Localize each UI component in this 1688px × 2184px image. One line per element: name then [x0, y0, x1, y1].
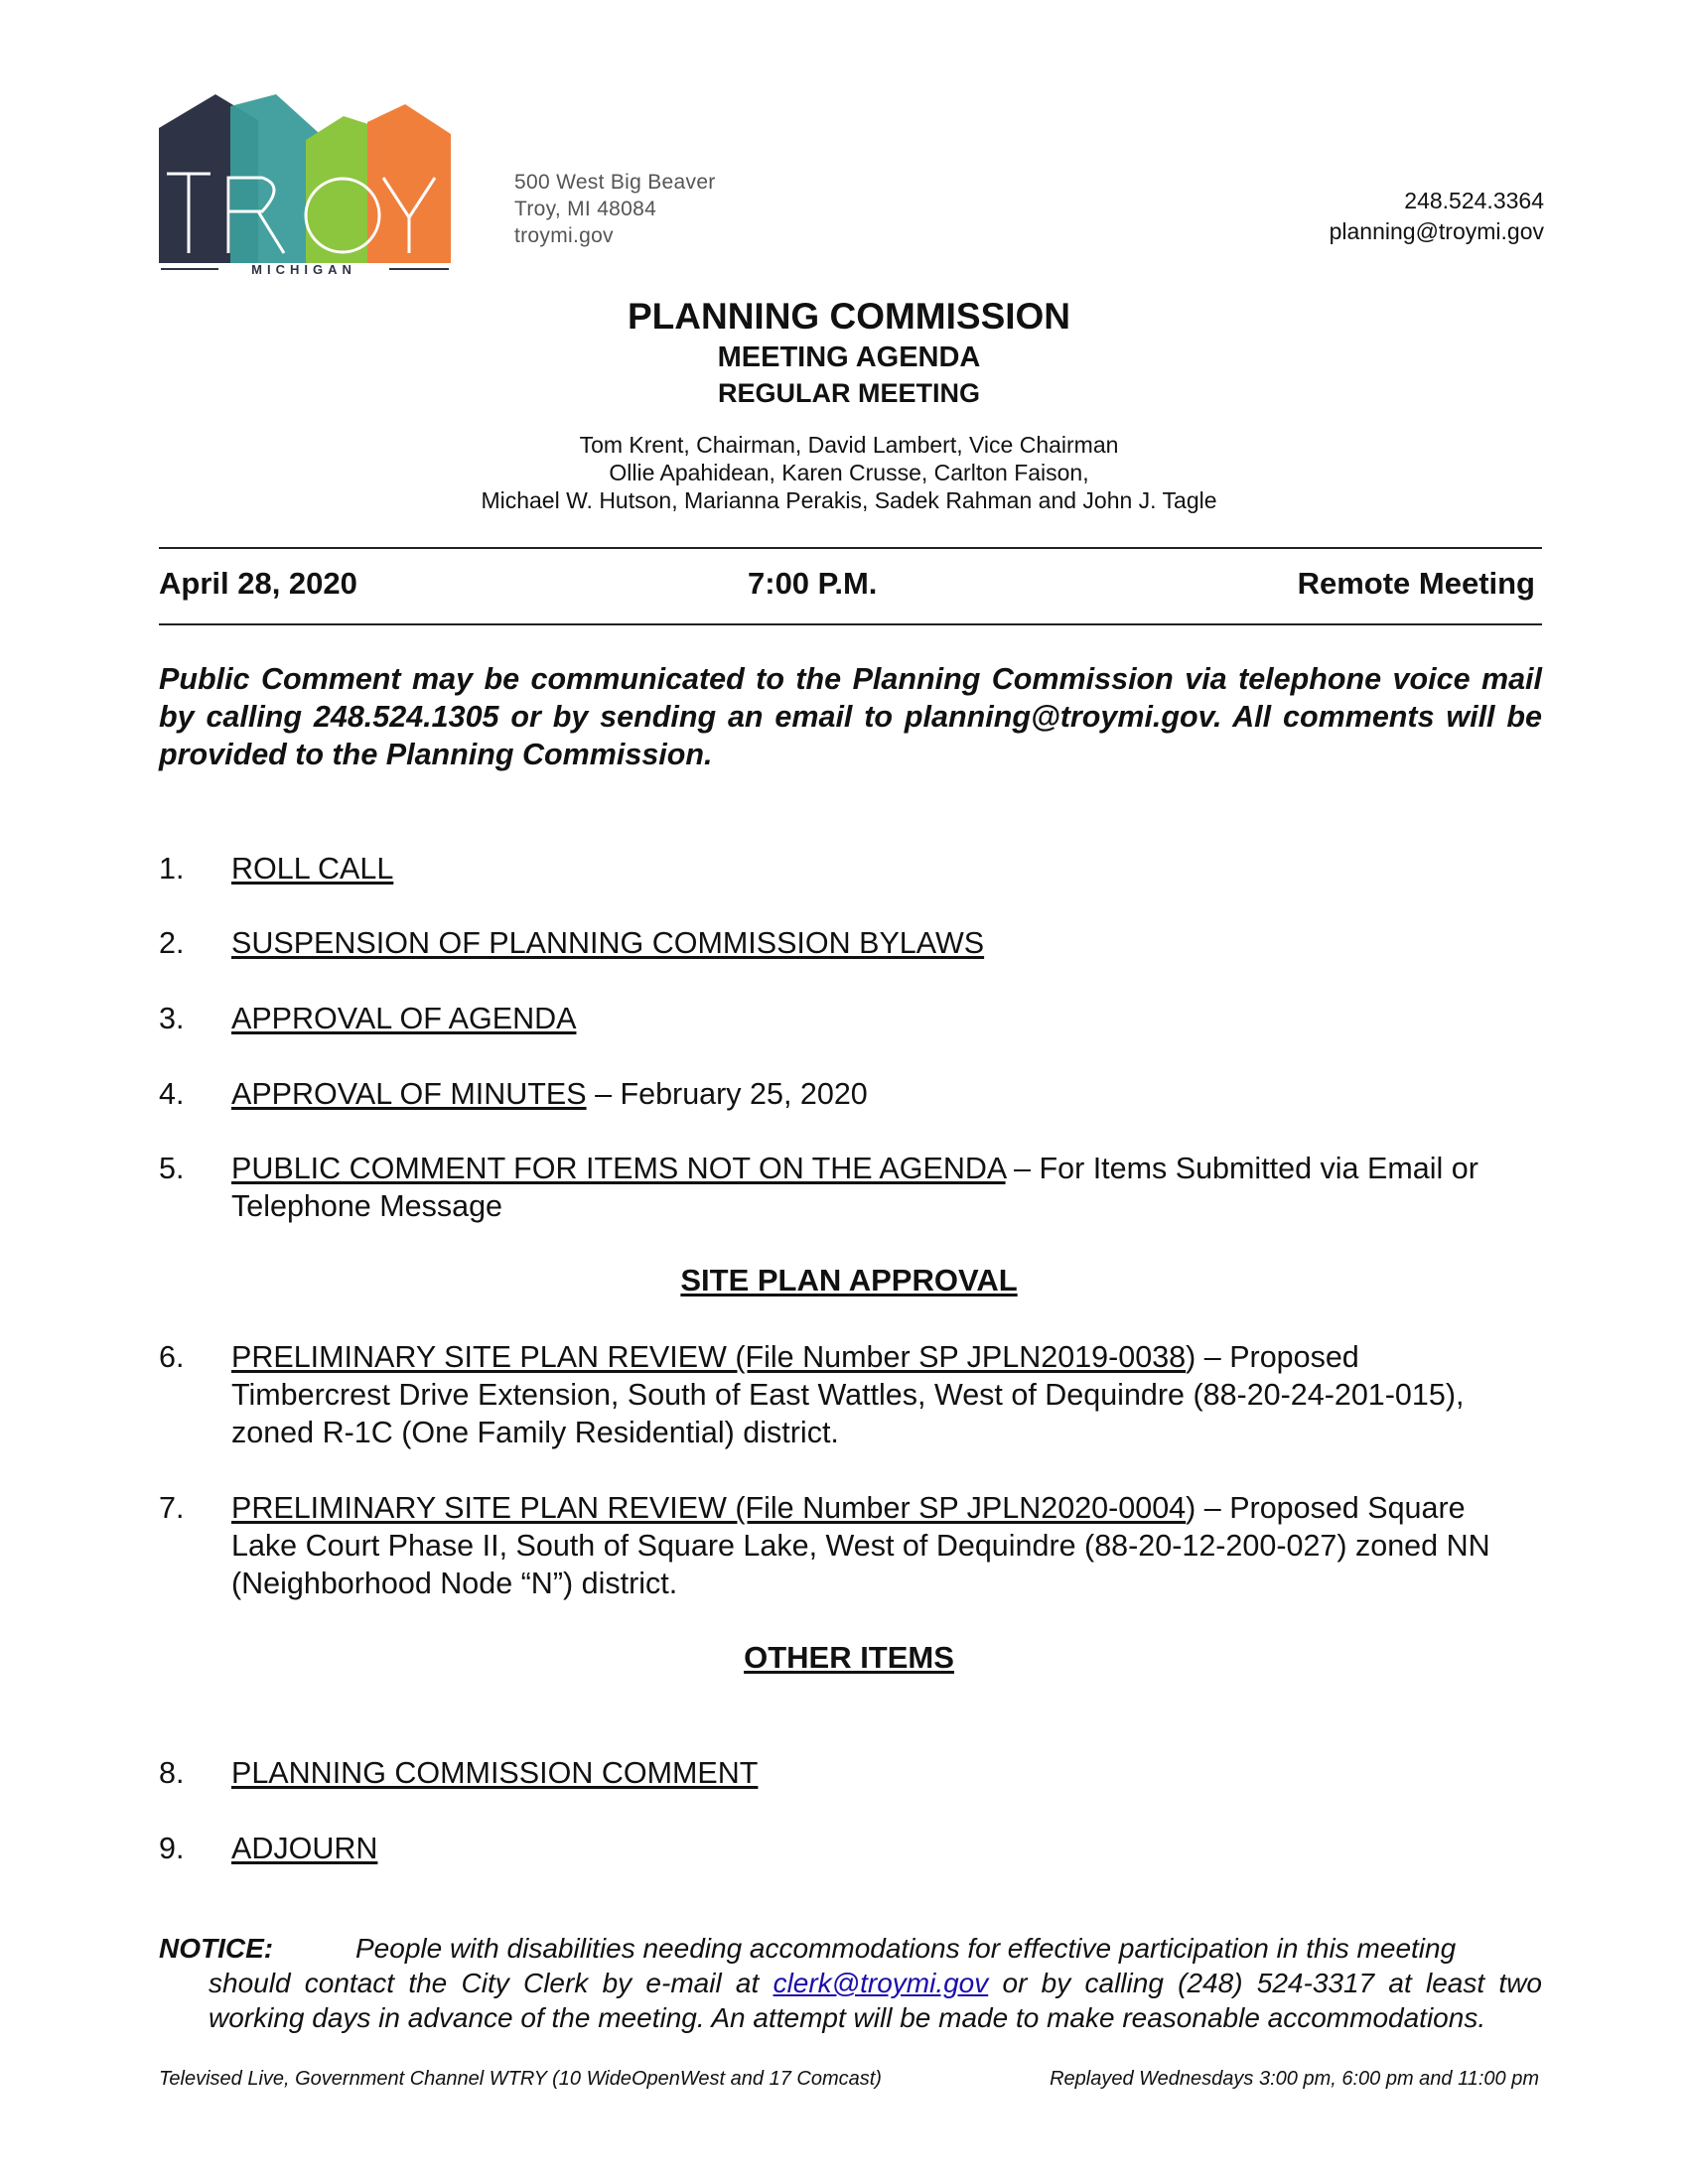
- commission-members: [159, 431, 1539, 514]
- contact-email: planning@troymi.gov: [1329, 218, 1544, 244]
- contact-phone: 248.524.3364: [1404, 188, 1544, 213]
- members-line-2: Ollie Apahidean, Karen Crusse, Carlton Faison,: [609, 460, 1089, 485]
- troy-logo: [159, 94, 492, 278]
- troy-logo-graphic: [159, 94, 492, 278]
- agenda-item-title: PUBLIC COMMENT FOR ITEMS NOT ON THE AGENDA: [231, 1152, 1006, 1185]
- footer-televised: Televised Live, Government Channel WTRY (10 WideOpenWest and 17 Comcast): [159, 2068, 882, 2090]
- logo-michigan-text: MICHIGAN: [251, 262, 356, 277]
- agenda-item-detail: – February 25, 2020: [586, 1077, 868, 1111]
- address-line-2: Troy, MI 48084: [514, 198, 657, 220]
- agenda-item-number: 4.: [159, 1077, 185, 1111]
- agenda-item: [159, 1830, 1549, 1867]
- public-comment-notice: Public Comment may be communicated to the Planning Commission via telephone voice mail by calling 248.524.1305 or by sending an email to planning@troymi.gov. All comments will be provided to the Planning Commission.: [159, 662, 1542, 771]
- page-subtitle: MEETING AGENDA: [717, 341, 981, 373]
- agenda-item-title: APPROVAL OF AGENDA: [231, 1002, 577, 1035]
- agenda-item: [159, 850, 1549, 887]
- footer-replayed: Replayed Wednesdays 3:00 pm, 6:00 pm and 11:00 pm: [1050, 2068, 1539, 2090]
- agenda-item-number: 2.: [159, 926, 185, 960]
- members-line-3: Michael W. Hutson, Marianna Perakis, Sadek Rahman and John J. Tagle: [481, 487, 1217, 513]
- page-title: PLANNING COMMISSION: [627, 296, 1071, 337]
- agenda-item: [159, 1754, 1549, 1792]
- agenda-item-title: ROLL CALL: [231, 852, 394, 886]
- agenda-item: [159, 1075, 1549, 1113]
- meeting-type: REGULAR MEETING: [717, 378, 980, 408]
- agenda-item-detail: ) – Proposed Square Lake Court Phase II, South of Square Lake, West of Dequindre (88-20-12-200-027) zoned NN (Neighborhood Node “N”) district.: [231, 1491, 1490, 1600]
- meeting-date: April 28, 2020: [159, 566, 357, 601]
- members-line-1: Tom Krent, Chairman, David Lambert, Vice Chairman: [579, 432, 1119, 458]
- agenda-item-title: APPROVAL OF MINUTES: [231, 1077, 587, 1111]
- address-website: troymi.gov: [514, 224, 614, 247]
- agenda-item: [159, 1000, 1549, 1037]
- agenda-item-number: 7.: [159, 1491, 185, 1525]
- agenda-item-title: PRELIMINARY SITE PLAN REVIEW (File Number SP JPLN2019-0038: [231, 1340, 1187, 1374]
- accessibility-notice: [159, 1931, 1542, 2035]
- agenda-item-title: PRELIMINARY SITE PLAN REVIEW (File Number SP JPLN2020-0004: [231, 1491, 1187, 1525]
- contact-info: [1330, 186, 1544, 247]
- agenda-item: [159, 1338, 1549, 1451]
- notice-text-after-link: or by calling (248) 524-3317 at least two working days in advance of the meeting. An attempt will be made to make reasonable accommodations.: [209, 1968, 1542, 2033]
- divider-top: [159, 547, 1542, 549]
- agenda-item-number: 6.: [159, 1340, 185, 1374]
- meeting-info-bar: [159, 566, 1535, 606]
- section-heading-other-items: OTHER ITEMS: [744, 1640, 954, 1675]
- agenda-item-number: 1.: [159, 852, 185, 886]
- agenda-item-detail: – For Items Submitted via Email or Telephone Message: [231, 1152, 1478, 1223]
- agenda-item-title: SUSPENSION OF PLANNING COMMISSION BYLAWS: [231, 926, 985, 960]
- agenda-item-number: 8.: [159, 1756, 185, 1790]
- city-address: [514, 169, 716, 249]
- section-heading-site-plan: SITE PLAN APPROVAL: [680, 1263, 1018, 1297]
- clerk-email-link[interactable]: clerk@troymi.gov: [773, 1968, 989, 1998]
- meeting-time: 7:00 P.M.: [748, 566, 878, 601]
- agenda-item: [159, 1489, 1549, 1602]
- agenda-item-title: PLANNING COMMISSION COMMENT: [231, 1756, 759, 1790]
- agenda-item-title: ADJOURN: [231, 1832, 378, 1865]
- notice-text-before-link: should contact the City Clerk by e-mail at: [209, 1968, 774, 1998]
- meeting-location: Remote Meeting: [1297, 566, 1535, 601]
- agenda-item-number: 3.: [159, 1002, 185, 1035]
- notice-label: NOTICE:: [159, 1933, 274, 1964]
- agenda-item-number: 9.: [159, 1832, 185, 1865]
- agenda-item-detail: ) – Proposed Timbercrest Drive Extension, South of East Wattles, West of Dequindre (88-20-24-201-015), zoned R-1C (One Family Residential) district.: [231, 1340, 1465, 1449]
- address-line-1: 500 West Big Beaver: [514, 171, 716, 194]
- agenda-title-block: [159, 294, 1539, 514]
- agenda-item: [159, 1150, 1549, 1225]
- divider-bottom: [159, 623, 1542, 625]
- notice-text-first: People with disabilities needing accommodations for effective participation in this meeting: [355, 1933, 1457, 1964]
- agenda-item: [159, 924, 1549, 962]
- agenda-item-number: 5.: [159, 1152, 185, 1185]
